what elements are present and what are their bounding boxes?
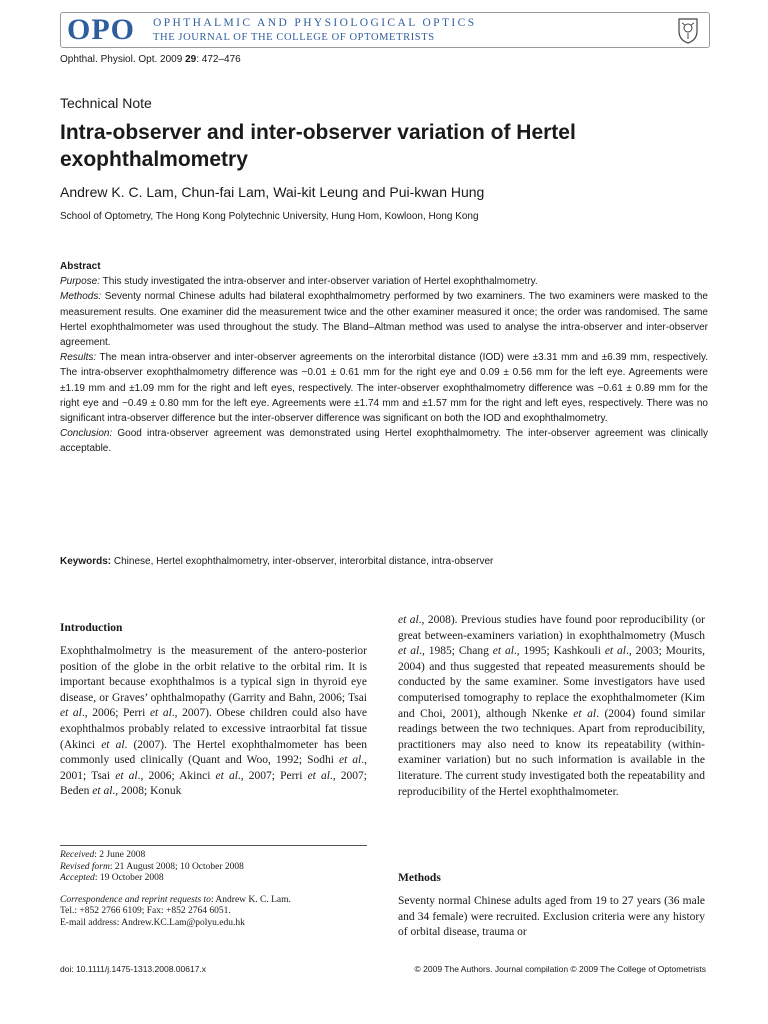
introduction-text: Exophthalmolmetry is the measurement of the antero-posterior position of the globe in the orbit relative to the orbital rim. It is important because exophthalmos is a typical sign in thyroid eye disease, or Graves’ ophthalmopathy (Garrity and Bahn, 2006; Tsai et al., 2006; Perri et al., 2007). Obese children could also have exophthalmos probably related to excessive intraorbital fat tissue (Akinci et al. (2007). The Hertel exophthalmometer has been commonly used clinically (Quant and Woo, 1992; Sodhi et al., 2001; Tsai et al., 2006; Akinci et al., 2007; Perri et al., 2007; Beden et al., 2008; Konuk: [60, 645, 367, 798]
doi: doi: 10.1111/j.1475-1313.2008.00617.x: [60, 964, 207, 974]
methods-heading: Methods: [398, 872, 441, 884]
abstract-heading: Abstract: [60, 261, 101, 272]
right-column-text: et al., 2008). Previous studies have found poor reproducibility (or great between-examiners variation) in exophthalmometry (Musch et al., 1985; Chang et al., 1995; Kashkouli et al., 2003; Mourits, 2004) and thus suggested that repeated measurements should be conducted by the same examiner. Some investigators have used computerised tomography to replace the exophthalmometer (Kim and Choi, 2001), although Nkenke et al. (2004) found similar readings between the two techniques. Apart from reproducibility, practitioners may also need to know its repeatability (within-examiner variation) but no such information is available in the literature. The current study investigated both the repeatability and reproducibility of the Hertel exophthalmometer.: [398, 614, 705, 798]
footnotes: Received: 2 June 2008 Revised form: 21 August 2008; 10 October 2008 Accepted: 19 October 2008 Correspondence and reprint requests to: Andrew K. C. Lam. Tel.: +852 2766 6109; Fax: +852 2764 6051. E-mail address: Andrew.KC.Lam@polyu.edu.hk: [60, 850, 370, 930]
journal-subtitle: THE JOURNAL OF THE COLLEGE OF OPTOMETRISTS: [153, 32, 435, 43]
introduction-heading: Introduction: [60, 622, 123, 634]
copyright: © 2009 The Authors. Journal compilation © 2009 The College of Optometrists: [414, 964, 706, 974]
journal-banner: [60, 12, 710, 48]
college-crest-icon: [673, 15, 703, 45]
abstract-purpose: Purpose: This study investigated the intra-observer and inter-observer variation of Hertel exophthalmometry.: [60, 276, 538, 288]
author-list: Andrew K. C. Lam, Chun-fai Lam, Wai-kit Leung and Pui-kwan Hung: [60, 184, 485, 200]
abstract-results: Results: The mean intra-observer and inter-observer agreements on the interorbital distance (IOD) were ±3.31 mm and ±6.39 mm, respectively. The intra-observer exophthalmometry difference was −0.01 ± 0.61 mm for the right eye and 0.09 ± 0.56 mm for the left eye. Agreements were ±1.19 mm and ±1.09 mm for the right and left eyes, respectively. The inter-observer exophthalmometry difference was −0.61 ± 0.89 mm for the right eye and −0.49 ± 0.80 mm for the left eye. Agreements were ±1.74 mm and ±1.57 mm for the right and left eyes, respectively. There was no significant intra-observer difference but the inter-observer difference was significant on both the IOD and exophthalmometry.: [60, 352, 708, 425]
affiliation: School of Optometry, The Hong Kong Polytechnic University, Hung Hom, Kowloon, Hong Kong: [60, 211, 479, 222]
email-address: E-mail address: Andrew.KC.Lam@polyu.edu.hk: [60, 917, 245, 928]
journal-name: OPHTHALMIC AND PHYSIOLOGICAL OPTICS: [153, 17, 477, 29]
abstract-methods: Methods: Seventy normal Chinese adults had bilateral exophthalmometry performed by two examiners. The two examiners were masked to the measurement results. One examiner did the measurement twice and the other examiner measured it once; the order was randomised. The same Hertel exophthalmometer was used throughout the study. The Bland–Altman method was used to analyse the intra-observer and inter-observer agreement.: [60, 291, 708, 349]
abstract-conclusion: Conclusion: Good intra-observer agreement was demonstrated using Hertel exophthalmometry. The inter-observer agreement was clinically acceptable.: [60, 428, 708, 455]
keywords: Keywords: Chinese, Hertel exophthalmometry, inter-observer, interorbital distance, intra-observer: [60, 556, 494, 567]
footnote-divider: [60, 845, 367, 846]
methods-text: Seventy normal Chinese adults aged from 19 to 27 years (36 male and 34 female) were recruited. Exclusion criteria were any history of orbital disease, trauma or: [398, 895, 705, 939]
article-title: Intra-observer and inter-observer variation of Hertel exophthalmometry: [60, 121, 576, 171]
journal-logo: OPO: [67, 13, 135, 46]
abstract: [60, 259, 708, 457]
citation-line: Ophthal. Physiol. Opt. 2009 29: 472–476: [60, 54, 241, 65]
section-label: Technical Note: [60, 95, 152, 111]
